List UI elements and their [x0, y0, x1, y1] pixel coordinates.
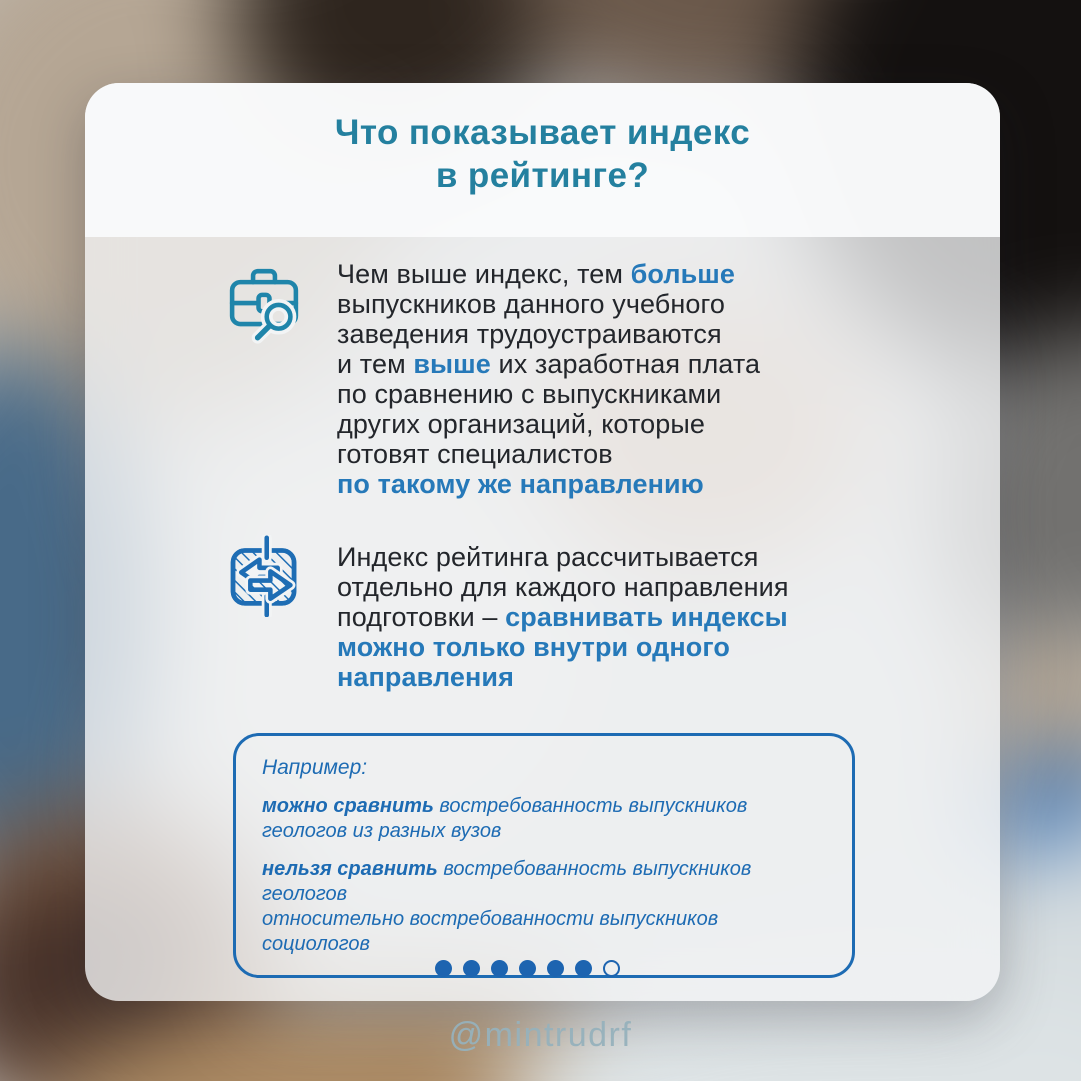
compare-directions-icon: [223, 535, 305, 617]
pagination-dot[interactable]: [547, 960, 564, 977]
pagination-dot[interactable]: [519, 960, 536, 977]
example-item-can-compare: можно сравнить востребованность выпускников геологов из разных вузов: [262, 795, 748, 842]
page-title: [85, 83, 1000, 197]
briefcase-search-icon: [223, 263, 305, 345]
example-item-cannot-compare: нельзя сравнить востребованность выпускников геологов относительно востребованности выпускников социологов: [262, 858, 752, 955]
index-calculation-text: Индекс рейтинга рассчитывается отдельно для каждого направления подготовки – сравнивать индексы можно только внутри одного направления: [337, 542, 789, 692]
page-title-line2: в рейтинге?: [435, 156, 650, 195]
pagination-dot[interactable]: [491, 960, 508, 977]
pagination-dots: [85, 959, 985, 977]
card-header: [85, 83, 1000, 237]
pagination-dot[interactable]: [435, 960, 452, 977]
pagination-dot[interactable]: [575, 960, 592, 977]
pagination-dot[interactable]: [463, 960, 480, 977]
example-box: [233, 733, 855, 978]
index-meaning-text: Чем выше индекс, тем больше выпускников данного учебного заведения трудоустраиваются и тем выше их заработная плата по сравнению с выпускниками других организаций, которые готовят специалистов по такому же направлению: [337, 259, 761, 499]
pagination-dot-current[interactable]: [603, 960, 620, 977]
social-handle: @mintrudrf: [448, 1016, 633, 1054]
page-title-line1: Что показывает индекс: [334, 113, 751, 152]
example-label: Например:: [262, 756, 368, 779]
info-card: [85, 83, 1000, 1001]
